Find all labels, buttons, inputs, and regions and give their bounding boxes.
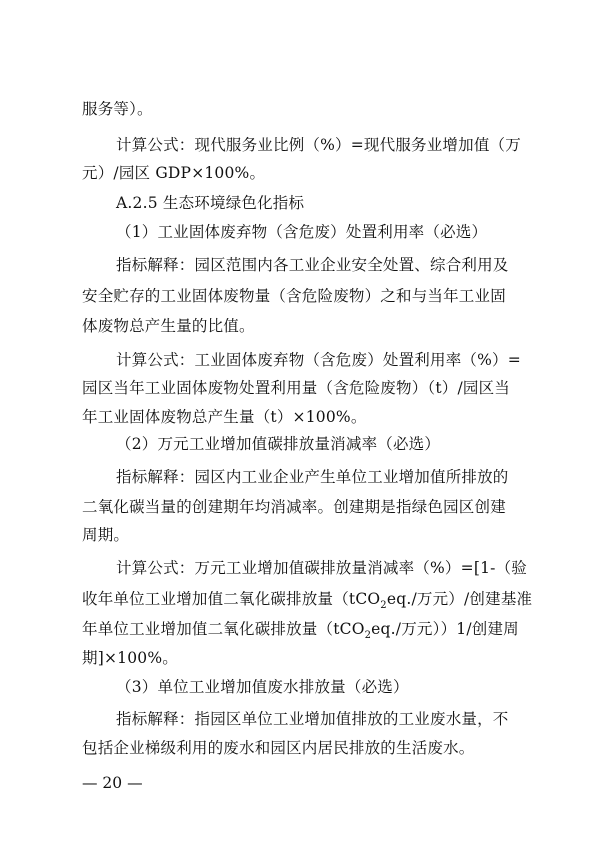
text-line: 园区当年工业固体废物处置利用量（含危险废物）（t）/园区当	[82, 379, 511, 397]
text-line: 年工业固体废物总产生量（t）×100%。	[82, 408, 367, 426]
formula-subscript: 2	[380, 600, 387, 612]
text-line: 计算公式：现代服务业比例（%）=现代服务业增加值（万	[116, 136, 521, 154]
text-line: 周期。	[82, 526, 130, 544]
text-line: 二氧化碳当量的创建期年均消减率。创建期是指绿色园区创建	[82, 498, 506, 516]
text-line: 期]×100%。	[82, 649, 178, 667]
formula-text: 收年单位工业增加值二氧化碳排放量（tCO	[82, 590, 381, 608]
text-line: 计算公式：万元工业增加值碳排放量消减率（%）=[1-（验	[116, 559, 527, 577]
text-line: 指标解释：指园区单位工业增加值排放的工业废水量，不	[116, 710, 509, 728]
formula-subscript: 2	[364, 630, 372, 642]
formula-text: eq./万元））1/创建周	[371, 620, 519, 638]
text-line: 包括企业梯级利用的废水和园区内居民排放的生活废水。	[82, 739, 475, 757]
text-line: 指标解释：园区范围内各工业企业安全处置、综合利用及	[116, 256, 509, 274]
text-line: 服务等）。	[82, 100, 153, 118]
text-line: 指标解释：园区内工业企业产生单位工业增加值所排放的	[116, 468, 509, 486]
formula-text: eq./万元）/创建基准	[386, 590, 533, 608]
text-line: 体废物总产生量的比值。	[82, 317, 255, 335]
section-heading: A.2.5 生态环境绿色化指标	[116, 194, 305, 212]
page-number: — 20 —	[82, 774, 143, 792]
formula-line	[82, 589, 533, 612]
item-heading: （3）单位工业增加值废水排放量（必选）	[116, 678, 409, 696]
item-heading: （1）工业固体废弃物（含危废）处置利用率（必选）	[116, 223, 488, 241]
formula-text: 年单位工业增加值二氧化碳排放量（tCO	[82, 620, 365, 638]
item-heading: （2）万元工业增加值碳排放量消减率（必选）	[116, 435, 441, 453]
text-line: 元）/园区 GDP×100%。	[82, 164, 266, 182]
formula-line	[82, 619, 522, 642]
text-line: 安全贮存的工业固体废物量（含危险废物）之和与当年工业固	[82, 287, 506, 305]
text-line: 计算公式：工业固体废弃物（含危废）处置利用率（%）=	[116, 351, 521, 369]
